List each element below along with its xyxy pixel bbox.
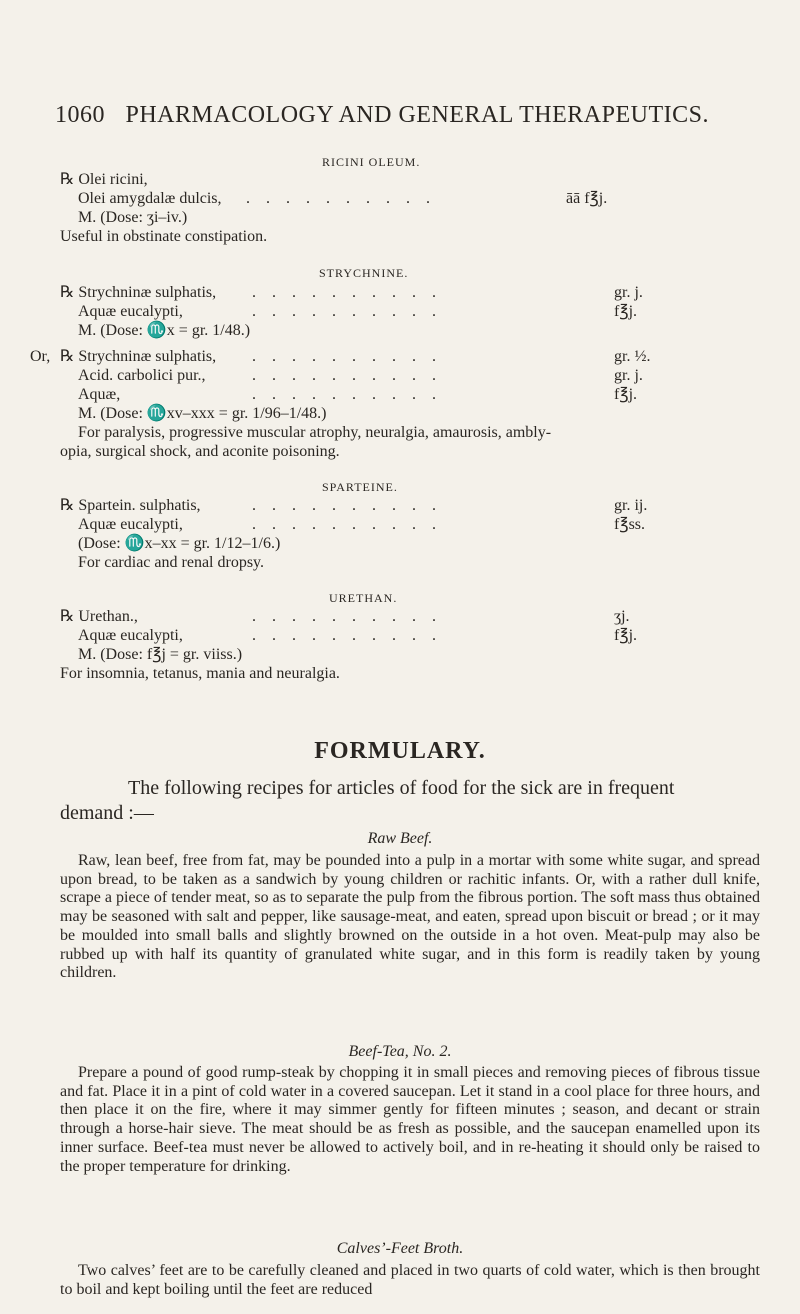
recipe-body-calves-feet: Two calves’ feet are to be carefully cleaned and placed in two quarts of cold water, which is then brought to boil and kept boiling until the feet are reduced: [60, 1262, 760, 1298]
leader-dots: . . . . . . . . . .: [252, 348, 442, 365]
strychnine-use-line-1: For paralysis, progressive muscular atrophy, neuralgia, amaurosis, ambly-: [78, 424, 552, 441]
leader-dots: . . . . . . . . . .: [252, 284, 442, 301]
recipe-heading-calves-feet: Calves’-Feet Broth.: [336, 1240, 464, 1257]
strychnine-f1-line-2: Aquæ eucalypti,: [78, 303, 183, 320]
recipe-heading-beef-tea: Beef-Tea, No. 2.: [348, 1043, 452, 1060]
strychnine-f2-amount-1: gr. ½.: [614, 348, 651, 365]
strychnine-use-line-2: opia, surgical shock, and aconite poisoning.: [60, 443, 340, 460]
strychnine-f1-amount-2: f℥j.: [614, 303, 638, 320]
formulary-intro-line-1: The following recipes for articles of food for the sick are in frequent: [128, 777, 675, 799]
strychnine-f2-amount-3: f℥j.: [614, 386, 638, 403]
recipe-body-raw-beef: Raw, lean beef, free from fat, may be pounded into a pulp in a mortar with some white sugar, and spread upon bread, to be taken as a sandwich by young children or rachitic infants. Or, with a rather dull knife, scrape a piece of tender meat, so as to separate the pulp from the fibrous portion. The soft mass thus obtained may be seasoned with salt and pepper, like sausage-meat, and eaten, spread upon biscuit or bread ; or it may be moulded into small balls and slightly browned on the outside in a hot oven. Meat-pulp may also be rubbed up with half its quantity of granulated white sugar, and in this form is readily taken by young children.: [60, 852, 760, 982]
strychnine-f2-line-1: ℞ Strychninæ sulphatis,: [60, 348, 217, 365]
formulary-intro: [60, 776, 760, 826]
sparteine-line-1: ℞ Spartein. sulphatis,: [60, 497, 201, 514]
leader-dots: . . . . . . . . . .: [252, 627, 442, 644]
leader-dots: . . . . . . . . . .: [252, 303, 442, 320]
strychnine-f2-amount-2: gr. j.: [614, 367, 643, 384]
sparteine-amount-2: f℥ss.: [614, 516, 646, 533]
recipe-heading-raw-beef: Raw Beef.: [367, 830, 433, 847]
leader-dots: . . . . . . . . . .: [252, 497, 442, 514]
running-header: [55, 102, 709, 129]
strychnine-f1-line-3: M. (Dose: ♏x = gr. 1/48.): [78, 322, 251, 339]
ricini-line-2: Olei amygdalæ dulcis,: [78, 190, 222, 207]
ricini-line-1: ℞ Olei ricini,: [60, 171, 148, 188]
urethan-amount-1: ʒj.: [614, 608, 630, 625]
running-title: PHARMACOLOGY AND GENERAL THERAPEUTICS.: [125, 102, 709, 128]
section-heading-sparteine: SPARTEINE.: [322, 480, 398, 494]
leader-dots: . . . . . . . . . .: [252, 516, 442, 533]
ricini-line-4: Useful in obstinate constipation.: [60, 228, 268, 245]
sparteine-line-3: (Dose: ♏x–xx = gr. 1/12–1/6.): [78, 535, 281, 552]
or-label: Or,: [30, 348, 51, 365]
strychnine-f1-amount-1: gr. j.: [614, 284, 643, 301]
leader-dots: . . . . . . . . . .: [252, 608, 442, 625]
urethan-line-1: ℞ Urethan.,: [60, 608, 138, 625]
strychnine-f2-line-2: Acid. carbolici pur.,: [78, 367, 206, 384]
page-number: 1060: [55, 102, 105, 128]
section-heading-urethan: URETHAN.: [329, 591, 398, 605]
leader-dots: . . . . . . . . . .: [246, 190, 436, 207]
strychnine-f1-line-1: ℞ Strychninæ sulphatis,: [60, 284, 217, 301]
strychnine-f2-line-3: Aquæ,: [78, 386, 121, 403]
sparteine-amount-1: gr. ij.: [614, 497, 648, 514]
sparteine-line-4: For cardiac and renal dropsy.: [78, 554, 264, 571]
leader-dots: . . . . . . . . . .: [252, 367, 442, 384]
urethan-line-2: Aquæ eucalypti,: [78, 627, 183, 644]
recipe-body-beef-tea: Prepare a pound of good rump-steak by chopping it in small pieces and removing pieces of fibrous tissue and fat. Place it in a pint of cold water in a covered saucepan. Let it stand in a cool place for three hours, and then place it on the fire, where it may simmer gently for fifteen minutes ; season, and decant or strain through a horse-hair sieve. The meat should be as fresh as possible, and the saucepan enamelled upon its inner surface. Beef-tea must never be allowed to actively boil, and in re-heating it should only be raised to the proper temperature for drinking.: [60, 1064, 760, 1175]
urethan-line-4: For insomnia, tetanus, mania and neuralgia.: [60, 665, 340, 682]
section-heading-ricini: RICINI OLEUM.: [322, 155, 421, 169]
urethan-line-3: M. (Dose: f℥j = gr. viiss.): [78, 646, 243, 663]
sparteine-line-2: Aquæ eucalypti,: [78, 516, 183, 533]
ricini-line-3: M. (Dose: ʒi–iv.): [78, 209, 188, 226]
section-heading-strychnine: STRYCHNINE.: [319, 266, 409, 280]
leader-dots: . . . . . . . . . .: [252, 386, 442, 403]
formulary-intro-line-2: demand :—: [60, 802, 154, 824]
urethan-amount-2: f℥j.: [614, 627, 638, 644]
ricini-amount: āā f℥j.: [566, 190, 608, 207]
formulary-title: FORMULARY.: [314, 738, 486, 764]
strychnine-f2-line-4: M. (Dose: ♏xv–xxx = gr. 1/96–1/48.): [78, 405, 327, 422]
